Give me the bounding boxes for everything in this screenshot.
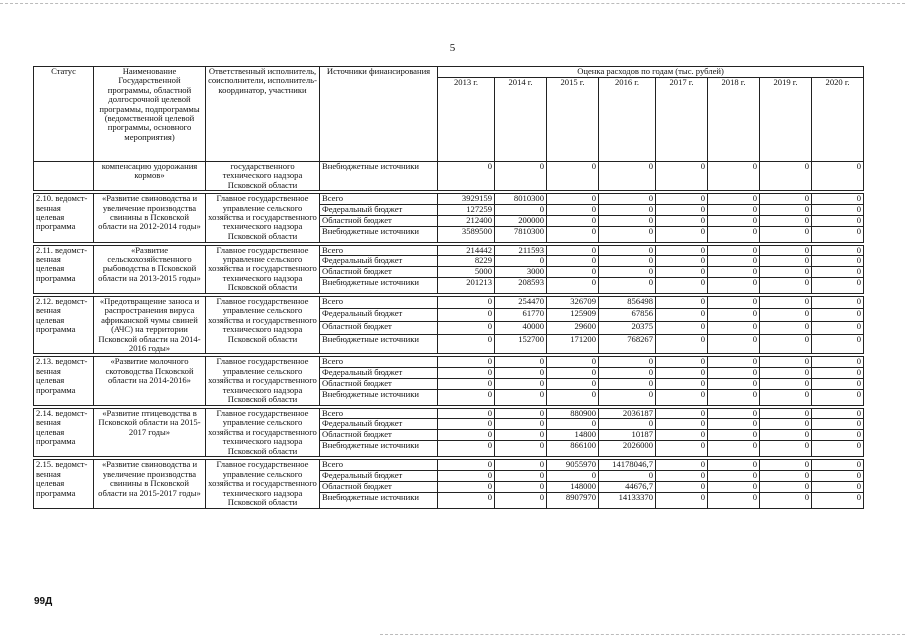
value-cell: 0 xyxy=(495,419,547,430)
value-cell: 0 xyxy=(812,470,864,481)
value-cell: 0 xyxy=(760,204,812,215)
header-sources: Источники финансирования xyxy=(320,67,438,162)
value-cell: 0 xyxy=(760,378,812,389)
source-cell: Областной бюджет xyxy=(320,267,438,278)
value-cell: 0 xyxy=(708,194,760,204)
value-cell: 0 xyxy=(438,492,495,508)
value-cell: 0 xyxy=(547,419,599,430)
value-cell: 0 xyxy=(812,460,864,470)
value-cell: 0 xyxy=(760,267,812,278)
value-cell: 8229 xyxy=(438,256,495,267)
value-cell: 0 xyxy=(708,245,760,255)
value-cell: 0 xyxy=(495,378,547,389)
value-cell: 0 xyxy=(656,309,708,322)
source-cell: Внебюджетные источники xyxy=(320,278,438,294)
value-cell: 152700 xyxy=(495,335,547,354)
value-cell: 0 xyxy=(708,309,760,322)
value-cell: 0 xyxy=(547,278,599,294)
status-cell: 2.12. ведомст-венная целевая программа xyxy=(34,297,94,354)
value-cell: 0 xyxy=(812,162,864,191)
value-cell: 2026000 xyxy=(599,441,656,457)
value-cell: 0 xyxy=(656,204,708,215)
value-cell: 0 xyxy=(547,245,599,255)
value-cell: 254470 xyxy=(495,297,547,309)
value-cell: 0 xyxy=(656,481,708,492)
header-year: 2014 г. xyxy=(495,77,547,161)
header-year: 2016 г. xyxy=(599,77,656,161)
value-cell: 0 xyxy=(708,460,760,470)
value-cell: 0 xyxy=(599,245,656,255)
table-row xyxy=(34,297,864,309)
header-year: 2019 г. xyxy=(760,77,812,161)
value-cell: 3929159 xyxy=(438,194,495,204)
value-cell: 0 xyxy=(760,245,812,255)
value-cell: 0 xyxy=(812,322,864,335)
status-cell: 2.14. ведомст-венная целевая программа xyxy=(34,408,94,456)
value-cell: 0 xyxy=(656,460,708,470)
value-cell: 866100 xyxy=(547,441,599,457)
value-cell: 0 xyxy=(812,309,864,322)
value-cell: 0 xyxy=(760,322,812,335)
value-cell: 44676,7 xyxy=(599,481,656,492)
value-cell: 0 xyxy=(812,297,864,309)
source-cell: Внебюджетные источники xyxy=(320,162,438,191)
source-cell: Федеральный бюджет xyxy=(320,256,438,267)
value-cell: 0 xyxy=(708,162,760,191)
table-row xyxy=(34,194,864,204)
value-cell: 0 xyxy=(599,226,656,242)
value-cell: 0 xyxy=(495,408,547,418)
value-cell: 0 xyxy=(760,367,812,378)
value-cell: 0 xyxy=(812,430,864,441)
program-name: компенсацию удорожания кормов» xyxy=(94,162,206,191)
value-cell: 0 xyxy=(438,335,495,354)
source-cell: Всего xyxy=(320,297,438,309)
value-cell: 0 xyxy=(656,430,708,441)
value-cell: 0 xyxy=(708,322,760,335)
value-cell: 0 xyxy=(599,278,656,294)
value-cell: 0 xyxy=(495,389,547,405)
value-cell: 0 xyxy=(547,367,599,378)
value-cell: 0 xyxy=(547,267,599,278)
value-cell: 3589500 xyxy=(438,226,495,242)
value-cell: 125909 xyxy=(547,309,599,322)
value-cell: 0 xyxy=(547,215,599,226)
value-cell: 40000 xyxy=(495,322,547,335)
budget-table xyxy=(33,66,864,509)
source-cell: Всего xyxy=(320,194,438,204)
responsible-cell: Главное государственное управление сельского хозяйства и государственного технического надзора Псковской области xyxy=(206,460,320,508)
value-cell: 0 xyxy=(656,297,708,309)
value-cell: 0 xyxy=(599,470,656,481)
value-cell: 0 xyxy=(656,408,708,418)
value-cell: 20375 xyxy=(599,322,656,335)
value-cell: 0 xyxy=(495,492,547,508)
program-name: «Развитие свиноводства и увеличение производства свинины в Псковской области на 2015-2017 годы» xyxy=(94,460,206,508)
value-cell: 0 xyxy=(599,419,656,430)
value-cell: 0 xyxy=(495,357,547,367)
source-cell: Внебюджетные источники xyxy=(320,389,438,405)
responsible-cell: Главное государственное управление сельского хозяйства и государственного технического надзора Псковской области xyxy=(206,194,320,242)
value-cell: 0 xyxy=(812,441,864,457)
value-cell: 0 xyxy=(547,194,599,204)
value-cell: 0 xyxy=(656,367,708,378)
value-cell: 214442 xyxy=(438,245,495,255)
value-cell: 0 xyxy=(656,194,708,204)
value-cell: 0 xyxy=(708,481,760,492)
value-cell: 208593 xyxy=(495,278,547,294)
source-cell: Всего xyxy=(320,357,438,367)
value-cell: 0 xyxy=(708,470,760,481)
value-cell: 0 xyxy=(656,441,708,457)
value-cell: 768267 xyxy=(599,335,656,354)
scan-edge-bottom xyxy=(380,634,905,636)
value-cell: 0 xyxy=(656,357,708,367)
program-name: «Развитие свиноводства и увеличение производства свинины в Псковской области на 2012-2014 годы» xyxy=(94,194,206,242)
value-cell: 0 xyxy=(599,194,656,204)
value-cell: 0 xyxy=(760,357,812,367)
source-cell: Федеральный бюджет xyxy=(320,470,438,481)
page-number: 5 xyxy=(449,42,456,54)
value-cell: 0 xyxy=(656,470,708,481)
responsible-cell: Главное государственное управление сельского хозяйства и государственного технического надзора Псковской области xyxy=(206,245,320,293)
value-cell: 0 xyxy=(812,256,864,267)
value-cell: 0 xyxy=(708,278,760,294)
value-cell: 5000 xyxy=(438,267,495,278)
value-cell: 0 xyxy=(438,430,495,441)
value-cell: 0 xyxy=(547,256,599,267)
program-name: «Развитие молочного скотоводства Псковской области на 2014-2016» xyxy=(94,357,206,405)
value-cell: 0 xyxy=(760,256,812,267)
status-cell: 2.11. ведомст-венная целевая программа xyxy=(34,245,94,293)
continuation-row xyxy=(34,162,864,191)
value-cell: 0 xyxy=(812,245,864,255)
value-cell: 0 xyxy=(812,335,864,354)
header-year: 2017 г. xyxy=(656,77,708,161)
source-cell: Всего xyxy=(320,408,438,418)
status-cell: 2.15. ведомст-венная целевая программа xyxy=(34,460,94,508)
source-cell: Областной бюджет xyxy=(320,481,438,492)
value-cell: 0 xyxy=(599,204,656,215)
value-cell: 0 xyxy=(599,162,656,191)
source-cell: Федеральный бюджет xyxy=(320,419,438,430)
table-row xyxy=(34,357,864,367)
value-cell: 0 xyxy=(438,162,495,191)
value-cell: 0 xyxy=(760,492,812,508)
value-cell: 0 xyxy=(599,256,656,267)
value-cell: 0 xyxy=(760,278,812,294)
status-cell: 2.10. ведомст-венная целевая программа xyxy=(34,194,94,242)
value-cell: 856498 xyxy=(599,297,656,309)
value-cell: 0 xyxy=(599,357,656,367)
value-cell: 0 xyxy=(656,335,708,354)
footer-mark: 99Д xyxy=(34,596,53,607)
value-cell: 0 xyxy=(656,256,708,267)
value-cell: 0 xyxy=(438,470,495,481)
value-cell: 0 xyxy=(760,194,812,204)
header-name: Наименование Государственной программы, областной долгосрочной целевой программы, подпрограммы (ведомственной целевой программы, основного мероприятия) xyxy=(94,67,206,162)
value-cell: 0 xyxy=(812,215,864,226)
value-cell: 0 xyxy=(438,322,495,335)
source-cell: Внебюджетные источники xyxy=(320,335,438,354)
value-cell: 0 xyxy=(760,430,812,441)
value-cell: 7810300 xyxy=(495,226,547,242)
value-cell: 0 xyxy=(438,309,495,322)
value-cell: 148000 xyxy=(547,481,599,492)
value-cell: 0 xyxy=(708,419,760,430)
value-cell: 9055970 xyxy=(547,460,599,470)
value-cell: 14800 xyxy=(547,430,599,441)
value-cell: 0 xyxy=(656,226,708,242)
value-cell: 0 xyxy=(812,278,864,294)
program-name: «Развитие сельскохозяйственного рыбоводства в Псковской области на 2013-2015 годы» xyxy=(94,245,206,293)
value-cell: 0 xyxy=(760,419,812,430)
value-cell: 8907970 xyxy=(547,492,599,508)
value-cell: 0 xyxy=(495,460,547,470)
status-cell: 2.13. ведомст-венная целевая программа xyxy=(34,357,94,405)
source-cell: Внебюджетные источники xyxy=(320,441,438,457)
value-cell: 2036187 xyxy=(599,408,656,418)
value-cell: 171200 xyxy=(547,335,599,354)
value-cell: 0 xyxy=(760,162,812,191)
value-cell: 0 xyxy=(708,226,760,242)
value-cell: 14133370 xyxy=(599,492,656,508)
value-cell: 14178046,7 xyxy=(599,460,656,470)
value-cell: 0 xyxy=(760,297,812,309)
source-cell: Областной бюджет xyxy=(320,215,438,226)
value-cell: 0 xyxy=(812,378,864,389)
table-row xyxy=(34,245,864,255)
source-cell: Внебюджетные источники xyxy=(320,492,438,508)
value-cell: 0 xyxy=(812,408,864,418)
value-cell: 0 xyxy=(760,408,812,418)
value-cell: 10187 xyxy=(599,430,656,441)
value-cell: 0 xyxy=(708,357,760,367)
source-cell: Федеральный бюджет xyxy=(320,309,438,322)
value-cell: 0 xyxy=(599,215,656,226)
value-cell: 0 xyxy=(656,215,708,226)
header-responsible: Ответственный исполнитель, соисполнители, исполнитель-координатор, участники xyxy=(206,67,320,162)
value-cell: 0 xyxy=(708,204,760,215)
value-cell: 0 xyxy=(656,492,708,508)
source-cell: Областной бюджет xyxy=(320,430,438,441)
value-cell: 0 xyxy=(812,367,864,378)
value-cell: 0 xyxy=(599,267,656,278)
value-cell: 0 xyxy=(438,378,495,389)
value-cell: 0 xyxy=(438,481,495,492)
value-cell: 0 xyxy=(438,297,495,309)
value-cell: 0 xyxy=(495,430,547,441)
value-cell: 0 xyxy=(812,389,864,405)
value-cell: 0 xyxy=(760,226,812,242)
value-cell: 0 xyxy=(760,309,812,322)
scan-edge-top xyxy=(0,3,905,5)
value-cell: 0 xyxy=(495,367,547,378)
source-cell: Федеральный бюджет xyxy=(320,367,438,378)
value-cell: 0 xyxy=(438,389,495,405)
value-cell: 212400 xyxy=(438,215,495,226)
value-cell: 0 xyxy=(547,378,599,389)
program-name: «Развитие птицеводства в Псковской области на 2015-2017 годы» xyxy=(94,408,206,456)
value-cell: 201213 xyxy=(438,278,495,294)
header-year: 2013 г. xyxy=(438,77,495,161)
responsible-cell: Главное государственное управление сельского хозяйства и государственного технического надзора Псковской области xyxy=(206,357,320,405)
value-cell: 0 xyxy=(599,389,656,405)
table-row xyxy=(34,408,864,418)
value-cell: 127259 xyxy=(438,204,495,215)
value-cell: 0 xyxy=(708,441,760,457)
table-row xyxy=(34,460,864,470)
value-cell: 880900 xyxy=(547,408,599,418)
source-cell: Федеральный бюджет xyxy=(320,204,438,215)
value-cell: 0 xyxy=(547,204,599,215)
value-cell: 0 xyxy=(599,378,656,389)
value-cell: 0 xyxy=(812,267,864,278)
value-cell: 0 xyxy=(656,378,708,389)
value-cell: 29600 xyxy=(547,322,599,335)
value-cell: 0 xyxy=(656,389,708,405)
value-cell: 0 xyxy=(708,297,760,309)
value-cell: 0 xyxy=(812,226,864,242)
header-year: 2020 г. xyxy=(812,77,864,161)
header-year: 2015 г. xyxy=(547,77,599,161)
value-cell: 0 xyxy=(760,470,812,481)
value-cell: 0 xyxy=(760,215,812,226)
source-cell: Областной бюджет xyxy=(320,322,438,335)
value-cell: 0 xyxy=(656,419,708,430)
header-status: Статус xyxy=(34,67,94,162)
program-name: «Предотвращение заноса и распространения вируса африканской чумы свиней (АЧС) на территории Псковской области на 2014-2016 годы» xyxy=(94,297,206,354)
value-cell: 0 xyxy=(708,215,760,226)
value-cell: 0 xyxy=(547,357,599,367)
value-cell: 0 xyxy=(708,256,760,267)
value-cell: 0 xyxy=(708,367,760,378)
source-cell: Внебюджетные источники xyxy=(320,226,438,242)
value-cell: 0 xyxy=(760,335,812,354)
value-cell: 0 xyxy=(708,408,760,418)
value-cell: 0 xyxy=(495,204,547,215)
value-cell: 0 xyxy=(495,470,547,481)
value-cell: 0 xyxy=(438,357,495,367)
value-cell: 0 xyxy=(438,419,495,430)
value-cell: 0 xyxy=(495,256,547,267)
source-cell: Всего xyxy=(320,245,438,255)
value-cell: 0 xyxy=(547,162,599,191)
value-cell: 8010300 xyxy=(495,194,547,204)
source-cell: Всего xyxy=(320,460,438,470)
value-cell: 0 xyxy=(812,481,864,492)
value-cell: 0 xyxy=(547,470,599,481)
value-cell: 200000 xyxy=(495,215,547,226)
value-cell: 0 xyxy=(708,378,760,389)
responsible-cell: Главное государственное управление сельского хозяйства и государственного технического надзора Псковской области xyxy=(206,297,320,354)
value-cell: 3000 xyxy=(495,267,547,278)
header-year: 2018 г. xyxy=(708,77,760,161)
responsible-cell: Главное государственное управление сельского хозяйства и государственного технического надзора Псковской области xyxy=(206,408,320,456)
value-cell: 0 xyxy=(495,481,547,492)
value-cell: 0 xyxy=(438,367,495,378)
value-cell: 0 xyxy=(495,162,547,191)
source-cell: Областной бюджет xyxy=(320,378,438,389)
value-cell: 0 xyxy=(760,389,812,405)
value-cell: 0 xyxy=(760,460,812,470)
value-cell: 0 xyxy=(812,492,864,508)
value-cell: 0 xyxy=(708,267,760,278)
status-cell xyxy=(34,162,94,191)
value-cell: 0 xyxy=(708,389,760,405)
value-cell: 0 xyxy=(599,367,656,378)
value-cell: 0 xyxy=(656,162,708,191)
value-cell: 0 xyxy=(438,460,495,470)
value-cell: 0 xyxy=(656,267,708,278)
value-cell: 0 xyxy=(708,335,760,354)
value-cell: 0 xyxy=(656,322,708,335)
value-cell: 0 xyxy=(760,441,812,457)
value-cell: 0 xyxy=(656,278,708,294)
value-cell: 0 xyxy=(812,204,864,215)
value-cell: 0 xyxy=(708,430,760,441)
value-cell: 0 xyxy=(656,245,708,255)
value-cell: 0 xyxy=(760,481,812,492)
value-cell: 0 xyxy=(438,441,495,457)
value-cell: 61770 xyxy=(495,309,547,322)
value-cell: 0 xyxy=(438,408,495,418)
value-cell: 211593 xyxy=(495,245,547,255)
value-cell: 326709 xyxy=(547,297,599,309)
value-cell: 0 xyxy=(495,441,547,457)
value-cell: 0 xyxy=(547,226,599,242)
value-cell: 0 xyxy=(812,194,864,204)
value-cell: 0 xyxy=(812,357,864,367)
value-cell: 67856 xyxy=(599,309,656,322)
header-estimate: Оценка расходов по годам (тыс. рублей) xyxy=(438,67,864,78)
value-cell: 0 xyxy=(547,389,599,405)
value-cell: 0 xyxy=(708,492,760,508)
responsible-cell: государственного технического надзора Псковской области xyxy=(206,162,320,191)
value-cell: 0 xyxy=(812,419,864,430)
